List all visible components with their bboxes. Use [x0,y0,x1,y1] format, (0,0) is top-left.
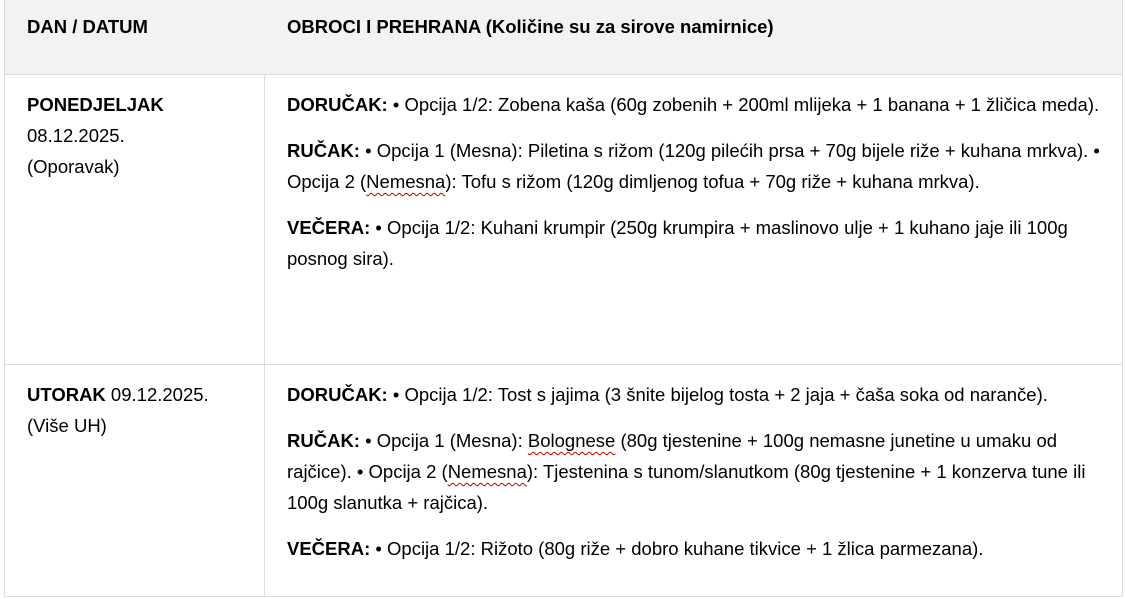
day-date: 09.12.2025. [105,384,209,405]
dinner-label: VEČERA: [287,538,371,559]
day-note: (Oporavak) [27,156,120,177]
dinner-entry [287,533,1117,564]
day-heading [27,379,263,410]
spellcheck-word[interactable]: Nemesna [447,461,527,482]
lunch-text-cont: ): Tofu s rižom (120g dimljenog tofua + 70g riže + kuhana mrkva). [445,171,980,192]
lunch-text: • Opcija 1 (Mesna): [359,430,528,451]
day-note: (Više UH) [27,415,107,436]
day-cell [27,379,263,441]
header-meals: OBROCI I PREHRANA (Količine su za sirove namirnice) [287,16,774,37]
table-row-monday [5,75,1122,365]
lunch-entry [287,135,1117,197]
day-cell [27,89,263,182]
breakfast-entry [287,89,1117,120]
lunch-text: • Opcija 1 (Mesna): Piletina s rižom (120g pilećih prsa + 70g bijele riže + kuhana mrkva). • Opcija 2 ( [287,140,1100,192]
spellcheck-word[interactable]: Bolognese [527,430,616,451]
breakfast-label: DORUČAK: [287,94,388,115]
dinner-text: • Opcija 1/2: Rižoto (80g riže + dobro kuhane tikvice + 1 žlica parmezana). [370,538,984,559]
table-row-tuesday [5,365,1122,596]
day-name: PONEDJELJAK [27,94,164,115]
lunch-text-end: ): Tjestenina s tunom/slanutkom (80g tjestenine + 1 konzerva tune ili 100g slanutka + rajčica). [287,461,1086,513]
lunch-label: RUČAK: [287,430,360,451]
dinner-entry [287,212,1117,274]
day-name: UTORAK [27,384,106,405]
meals-cell [287,379,1117,564]
breakfast-text: • Opcija 1/2: Tost s jajima (3 šnite bijelog tosta + 2 jaja + čaša soka od naranče). [387,384,1048,405]
day-heading [27,89,263,151]
lunch-text-cont: (80g tjestenine + 100g nemasne junetine u umaku od rajčice). • Opcija 2 ( [287,430,1058,482]
meal-plan-table [4,0,1123,597]
breakfast-label: DORUČAK: [287,384,388,405]
header-day-date: DAN / DATUM [27,16,148,37]
lunch-entry [287,425,1117,518]
spellcheck-word[interactable]: Nemesna [366,171,446,192]
table-header-row [5,0,1122,75]
lunch-label: RUČAK: [287,140,360,161]
dinner-text: • Opcija 1/2: Kuhani krumpir (250g krumpira + maslinovo ulje + 1 kuhano jaje ili 100g posnog sira). [287,217,1068,269]
meals-cell [287,89,1117,274]
breakfast-text: • Opcija 1/2: Zobena kaša (60g zobenih + 200ml mlijeka + 1 banana + 1 žličica meda). [387,94,1100,115]
dinner-label: VEČERA: [287,217,371,238]
breakfast-entry [287,379,1117,410]
day-date: 08.12.2025. [27,125,125,146]
